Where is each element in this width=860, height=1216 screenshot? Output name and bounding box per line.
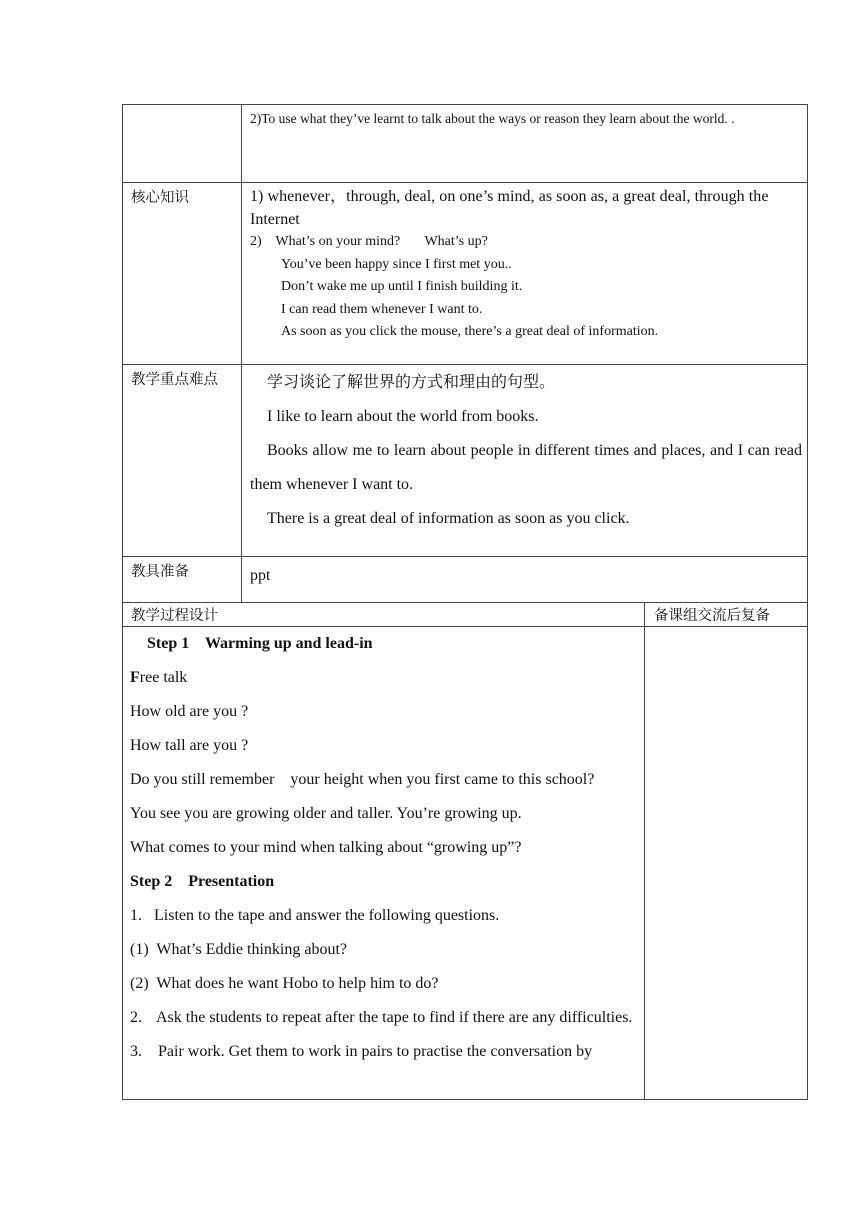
step-1-mind: What comes to your mind when talking about “growing up”?	[130, 839, 522, 856]
step-2-item-3: 3. Pair work. Get them to work in pairs to practise the conversation by	[130, 1043, 593, 1060]
step-1-question-remember: Do you still remember your height when you first came to this school?	[130, 771, 595, 788]
row-divider-4	[122, 602, 808, 603]
step-2-question-2: (2) What does he want Hobo to help him to do?	[130, 975, 439, 992]
core-knowledge-label: 核心知识	[131, 190, 189, 206]
core-item-sentence-2: Don’t wake me up until I finish building it.	[281, 279, 523, 294]
objectives-cell	[250, 108, 802, 131]
label-column-divider	[241, 104, 242, 602]
core-vocab-line: 1) whenever，through, deal, on one’s mind, as soon as, a great deal, through the	[250, 188, 769, 205]
tools-label: 教具准备	[131, 564, 189, 580]
core-item-sentence-1: You’ve been happy since I first met you..	[281, 256, 512, 272]
free-talk-line: Free talk	[130, 669, 188, 686]
key-point-1: I like to learn about the world from books.	[267, 408, 539, 425]
row-divider-2	[122, 364, 808, 365]
step-2-item-2-text: Ask the students to repeat after the tape to find if there are any difficulties.	[156, 1009, 633, 1026]
table-border-bottom	[122, 1099, 808, 1100]
tools-value: ppt	[250, 567, 271, 584]
step-2-item-2-number: 2.	[130, 1009, 142, 1026]
review-header: 备课组交流后复备	[654, 608, 770, 624]
key-point-cn: 学习谈论了解世界的方式和理由的句型。	[267, 374, 556, 391]
step-1-question-height: How tall are you ?	[130, 737, 249, 754]
step-2-title: Step 2 Presentation	[130, 873, 275, 890]
core-item-phrases: 2) What’s on your mind? What’s up?	[250, 234, 488, 249]
core-vocab-line-cont: Internet	[250, 211, 300, 228]
step-1-title: Step 1 Warming up and lead-in	[147, 635, 373, 652]
core-item-sentence-3: I can read them whenever I want to.	[281, 301, 483, 317]
objective-line-2: 2)To use what they’ve learnt to talk about the ways or reason they learn about the world. .	[250, 111, 735, 126]
core-item-sentence-4: As soon as you click the mouse, there’s a great deal of information.	[281, 324, 659, 339]
key-point-2: Books allow me to learn about people in different times and places, and I can read them whenever I want to.	[250, 442, 802, 493]
core-knowledge-cell	[250, 185, 803, 344]
key-points-cell	[250, 366, 802, 536]
row-divider-1	[122, 182, 808, 183]
process-design-header: 教学过程设计	[131, 608, 218, 624]
key-point-3: There is a great deal of information as soon as you click.	[267, 510, 630, 527]
step-2-item-2	[130, 1001, 639, 1035]
key-points-label: 教学重点难点	[131, 372, 218, 388]
table-border-top	[122, 104, 808, 105]
review-notes-cell	[645, 627, 807, 1099]
row-divider-3	[122, 556, 808, 557]
step-1-question-age: How old are you ?	[130, 703, 249, 720]
step-2-question-1: (1) What’s Eddie thinking about?	[130, 941, 347, 958]
process-content-cell	[130, 627, 639, 1069]
step-1-growing-up: You see you are growing older and taller. You’re growing up.	[130, 805, 522, 822]
step-2-item-1: 1. Listen to the tape and answer the following questions.	[130, 907, 500, 924]
